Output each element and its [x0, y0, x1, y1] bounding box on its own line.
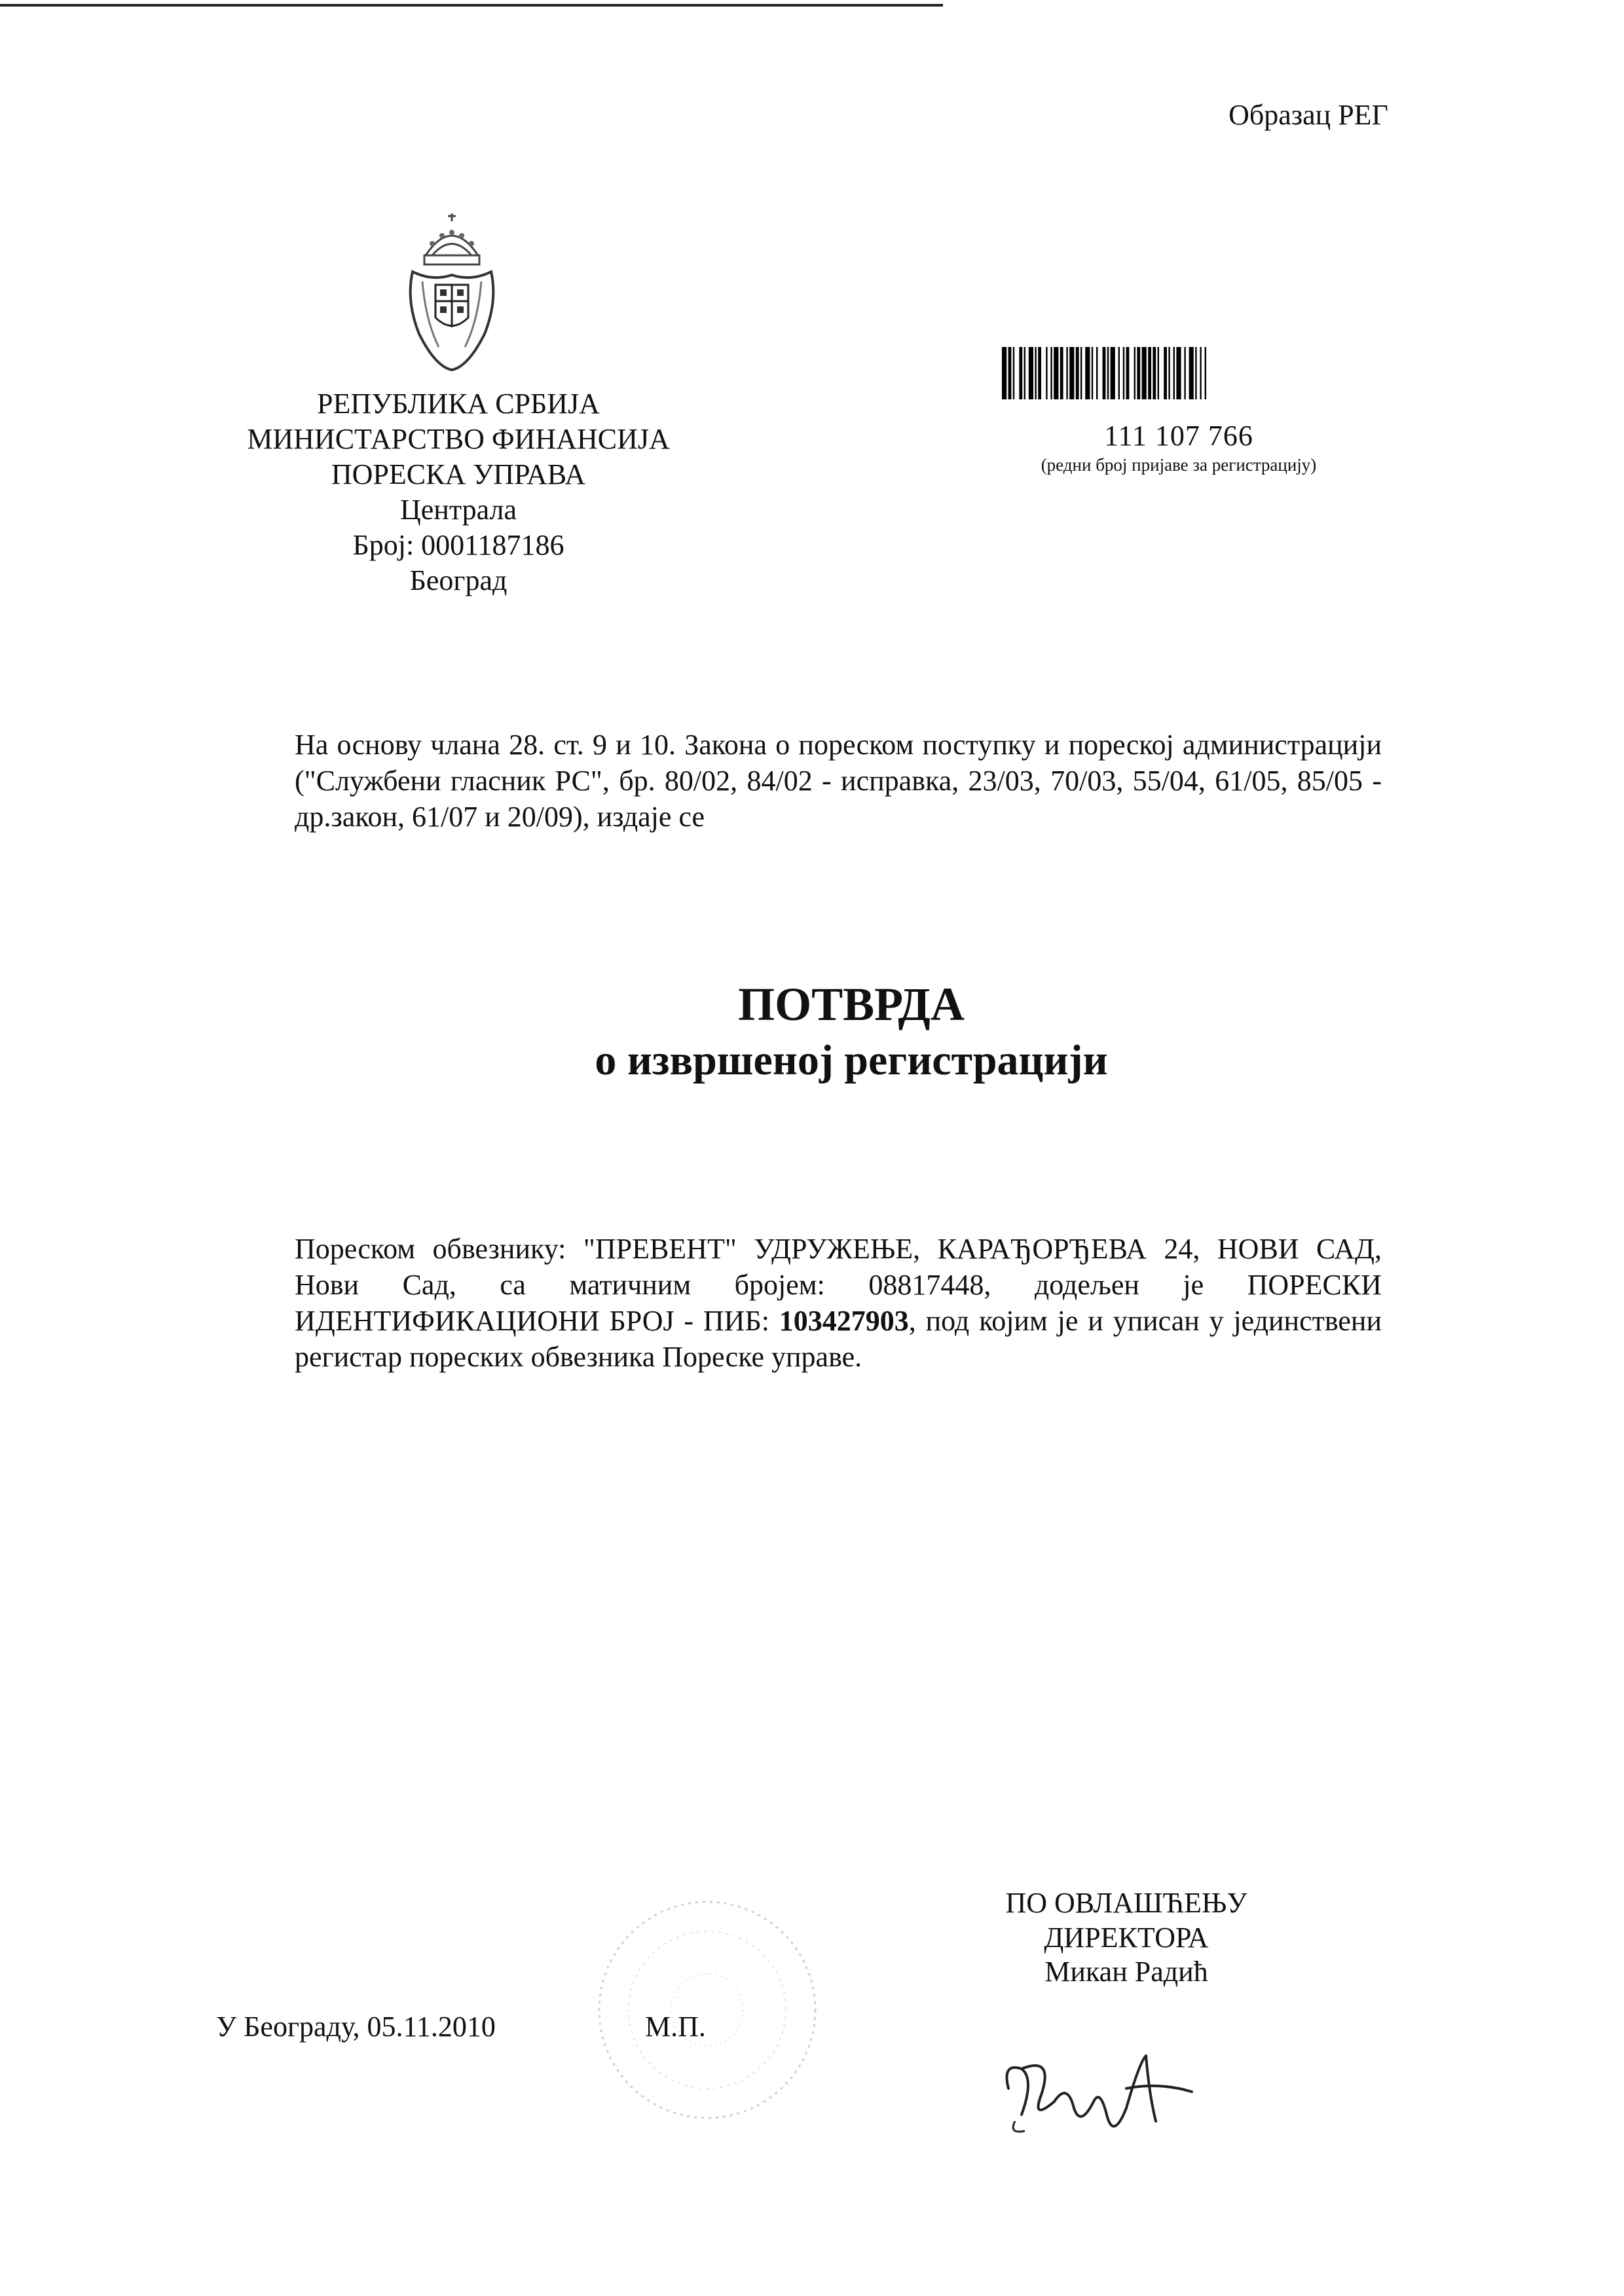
handwritten-signature-icon [995, 2043, 1211, 2160]
form-label: Образац РЕГ [1228, 99, 1388, 131]
pib-number: 103427903 [779, 1305, 909, 1337]
confirmation-text-start: Пореском обвезнику: "ПРЕВЕНТ" УДРУЖЕЊЕ, КАРАЂОРЂЕВА 24, НОВИ САД, Нови Сад, са матичним бројем: 08817448, додељен је ПОРЕСКИ ИДЕНТИФИКАЦИОНИ БРОЈ - ПИБ: [295, 1233, 1382, 1337]
document-title: ПОТВРДА [738, 978, 965, 1030]
top-scan-rule [0, 4, 943, 7]
legal-basis-paragraph [295, 727, 1382, 835]
confirmation-text-end: , под којим је и уписан у јединствени регистар пореских обвезника Пореске управе. [295, 1305, 1382, 1373]
confirmation-paragraph [295, 1231, 1382, 1375]
official-seal-icon [589, 1892, 825, 2128]
registration-number: 111 107 766 [1104, 420, 1253, 452]
legal-basis-text: На основу члана 28. ст. 9 и 10. Закона о пореском поступку и пореској администрацији ("Службени гласник РС", бр. 80/02, 84/02 - исправка, 23/03, 70/03, 55/04, 61/05, 85/05 - др.закон, 61/07 и 20/09), издаје се [295, 729, 1382, 833]
seal-placeholder-label: М.П. [645, 2011, 706, 2043]
signatory-name: Микан Радић [1044, 1956, 1208, 1988]
authority-number: Број: 0001187186 [352, 529, 564, 561]
authority-city: Београд [409, 564, 507, 596]
document-subtitle: о извршеној регистрацији [595, 1036, 1108, 1084]
coat-of-arms-icon [399, 210, 504, 373]
barcode-icon [1002, 347, 1356, 399]
authority-header [196, 386, 720, 598]
signatory-role [963, 1886, 1290, 1955]
signatory-role-line1: ПО ОВЛАШЋЕЊУ [1005, 1887, 1247, 1919]
authority-tax-office: ПОРЕСКА УПРАВА [331, 458, 586, 490]
authority-country: РЕПУБЛИКА СРБИЈА [317, 388, 600, 420]
place-and-date: У Београду, 05.11.2010 [216, 2011, 496, 2043]
registration-note: (редни број пријаве за регистрацију) [1041, 455, 1317, 475]
authority-unit: Централа [399, 494, 517, 526]
authority-ministry: МИНИСТАРСТВО ФИНАНСИЈА [247, 423, 670, 455]
signatory-role-line2: ДИРЕКТОРА [1044, 1922, 1209, 1954]
